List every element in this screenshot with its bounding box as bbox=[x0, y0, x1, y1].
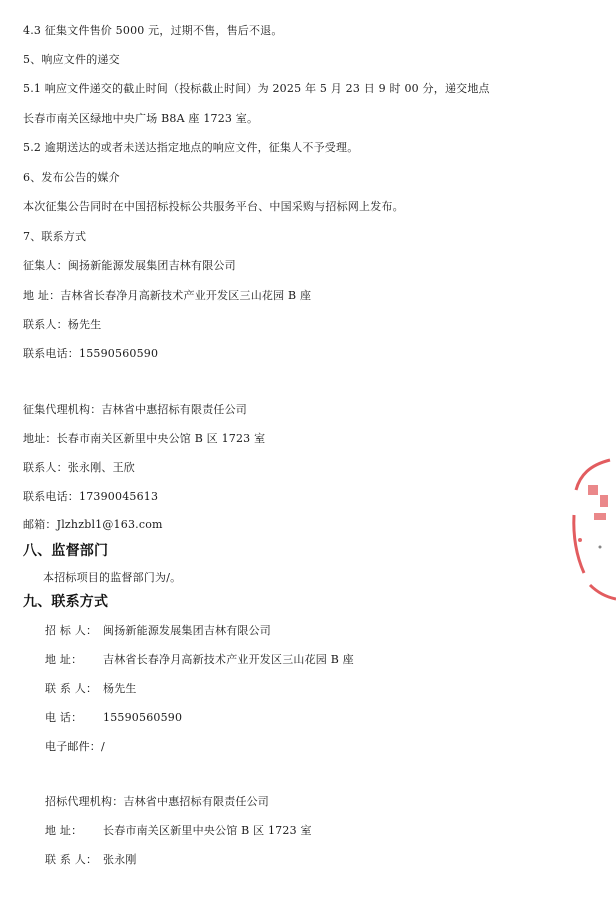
item-5-1: 5.1 响应文件递交的截止时间（投标截止时间）为 2025 年 5 月 23 日 9 时 00 分，递交地点 bbox=[23, 82, 490, 95]
agency-phone: 联系电话：17390045613 bbox=[23, 490, 159, 503]
bidder-address-row bbox=[45, 653, 354, 667]
row-label: 地 址： bbox=[45, 824, 83, 837]
section-6-heading: 6、发布公告的媒介 bbox=[23, 171, 120, 184]
tender-agency-contact-row bbox=[45, 853, 137, 867]
bidder-phone-row bbox=[45, 711, 182, 725]
row-value: 长春市南关区新里中央公馆 B 区 1723 室 bbox=[103, 824, 312, 837]
row-label: 地 址： bbox=[45, 653, 83, 666]
row-label: 联 系 人： bbox=[45, 682, 98, 695]
section-9-heading: 九、联系方式 bbox=[23, 594, 109, 610]
bidder-contact-row bbox=[45, 682, 137, 696]
agency-email: 邮箱：Jlzhzbl1@163.com bbox=[23, 518, 163, 531]
collector-line: 征集人：闽扬新能源发展集团吉林有限公司 bbox=[23, 259, 236, 272]
collector-contact: 联系人：杨先生 bbox=[23, 318, 102, 331]
collector-address: 地 址：吉林省长春净月高新技术产业开发区三山花园 B 座 bbox=[23, 289, 312, 302]
row-value: 15590560590 bbox=[103, 711, 183, 724]
row-value: 杨先生 bbox=[103, 682, 137, 695]
item-5-1-cont: 长春市南关区绿地中央广场 B8A 座 1723 室。 bbox=[23, 112, 259, 125]
tender-agency-address-row bbox=[45, 824, 312, 838]
red-seal-stamp bbox=[570, 455, 616, 605]
section-8-heading: 八、监督部门 bbox=[23, 543, 109, 559]
row-value: 张永刚 bbox=[103, 853, 137, 866]
row-value: 闽扬新能源发展集团吉林有限公司 bbox=[103, 624, 271, 637]
tender-agency-line: 招标代理机构：吉林省中惠招标有限责任公司 bbox=[45, 795, 269, 808]
item-4-3: 4.3 征集文件售价 5000 元，过期不售，售后不退。 bbox=[23, 24, 283, 37]
row-label: 电 话： bbox=[45, 711, 83, 724]
section-6-text: 本次征集公告同时在中国招标投标公共服务平台、中国采购与招标网上发布。 bbox=[23, 200, 404, 213]
collector-phone: 联系电话：15590560590 bbox=[23, 347, 159, 360]
agency-contact: 联系人：张永刚、王欣 bbox=[23, 461, 135, 474]
bidder-row bbox=[45, 624, 271, 638]
row-label: 招 标 人： bbox=[45, 624, 98, 637]
seal-fragment-graphic bbox=[570, 455, 616, 605]
section-5-heading: 5、响应文件的递交 bbox=[23, 53, 120, 66]
agency-line: 征集代理机构：吉林省中惠招标有限责任公司 bbox=[23, 403, 247, 416]
section-8-text: 本招标项目的监督部门为/。 bbox=[43, 571, 182, 584]
agency-address: 地址：长春市南关区新里中央公馆 B 区 1723 室 bbox=[23, 432, 266, 445]
section-7-heading: 7、联系方式 bbox=[23, 230, 87, 243]
row-value: 吉林省长春净月高新技术产业开发区三山花园 B 座 bbox=[103, 653, 354, 666]
item-5-2: 5.2 逾期送达的或者未送达指定地点的响应文件，征集人不予受理。 bbox=[23, 141, 359, 154]
bidder-email-row: 电子邮件：/ bbox=[45, 740, 105, 753]
row-label: 联 系 人： bbox=[45, 853, 98, 866]
